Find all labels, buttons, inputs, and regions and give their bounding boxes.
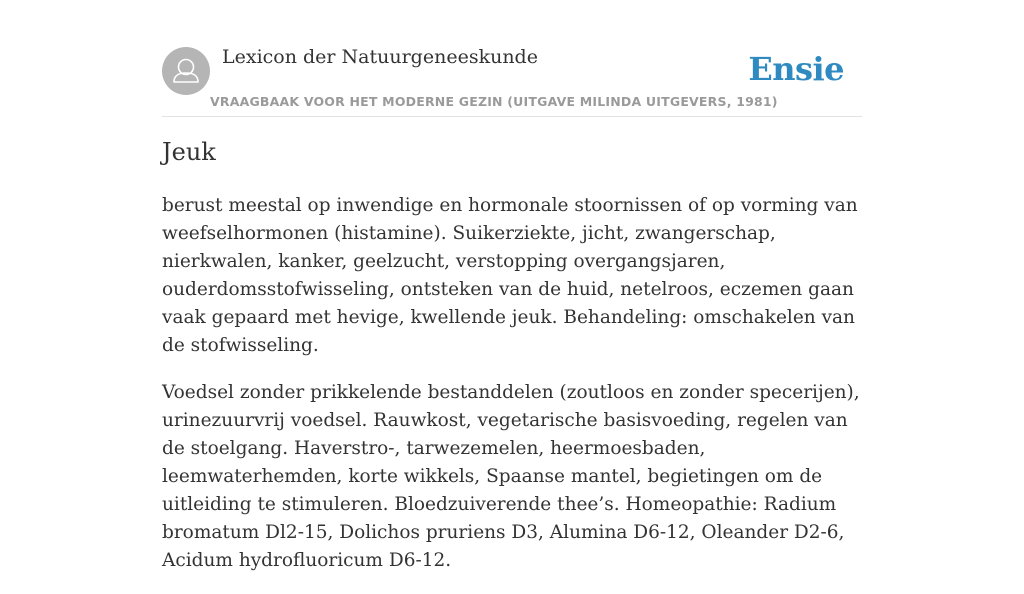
book-header <box>162 40 862 117</box>
article-paragraph: berust meestal op inwendige en hormonale stoornissen of op vorming van weefselhormonen (histamine). Suikerziekte, jicht, zwangerschap, nierkwalen, kanker, geelzucht, verstopping overgangsjaren, ouderdomsstofwisseling, ontsteken van de huid, netelroos, eczemen gaan vaak gepaard met hevige, kwellende jeuk. Behandeling: omschakelen van de stofwisseling. <box>162 195 858 356</box>
article-body <box>162 192 862 594</box>
user-avatar-icon[interactable] <box>162 47 210 95</box>
article-paragraph: Voedsel zonder prikkelende bestanddelen (zoutloos en zonder specerijen), urinezuurvrij voedsel. Rauwkost, vegetarische basisvoeding, regelen van de stoelgang. Haverstro-, tarwezemelen, heermoesbaden, leemwaterhemden, korte wikkels, Spaanse mantel, begietingen om de uitleiding te stimuleren. Bloedzuiverende thee’s. Homeopathie: Radium bromatum Dl2-15, Dolichos pruriens D3, Alumina D6-12, Oleander D2-6, Acidum hydrofluoricum D6-12. <box>162 382 860 571</box>
book-title-link[interactable]: Lexicon der Natuurgeneeskunde <box>222 46 538 68</box>
ensie-logo-link[interactable]: Ensie <box>748 50 844 88</box>
book-subtitle: VRAAGBAAK VOOR HET MODERNE GEZIN (UITGAVE MILINDA UITGEVERS, 1981) <box>210 94 778 109</box>
article-title: Jeuk <box>162 138 216 166</box>
